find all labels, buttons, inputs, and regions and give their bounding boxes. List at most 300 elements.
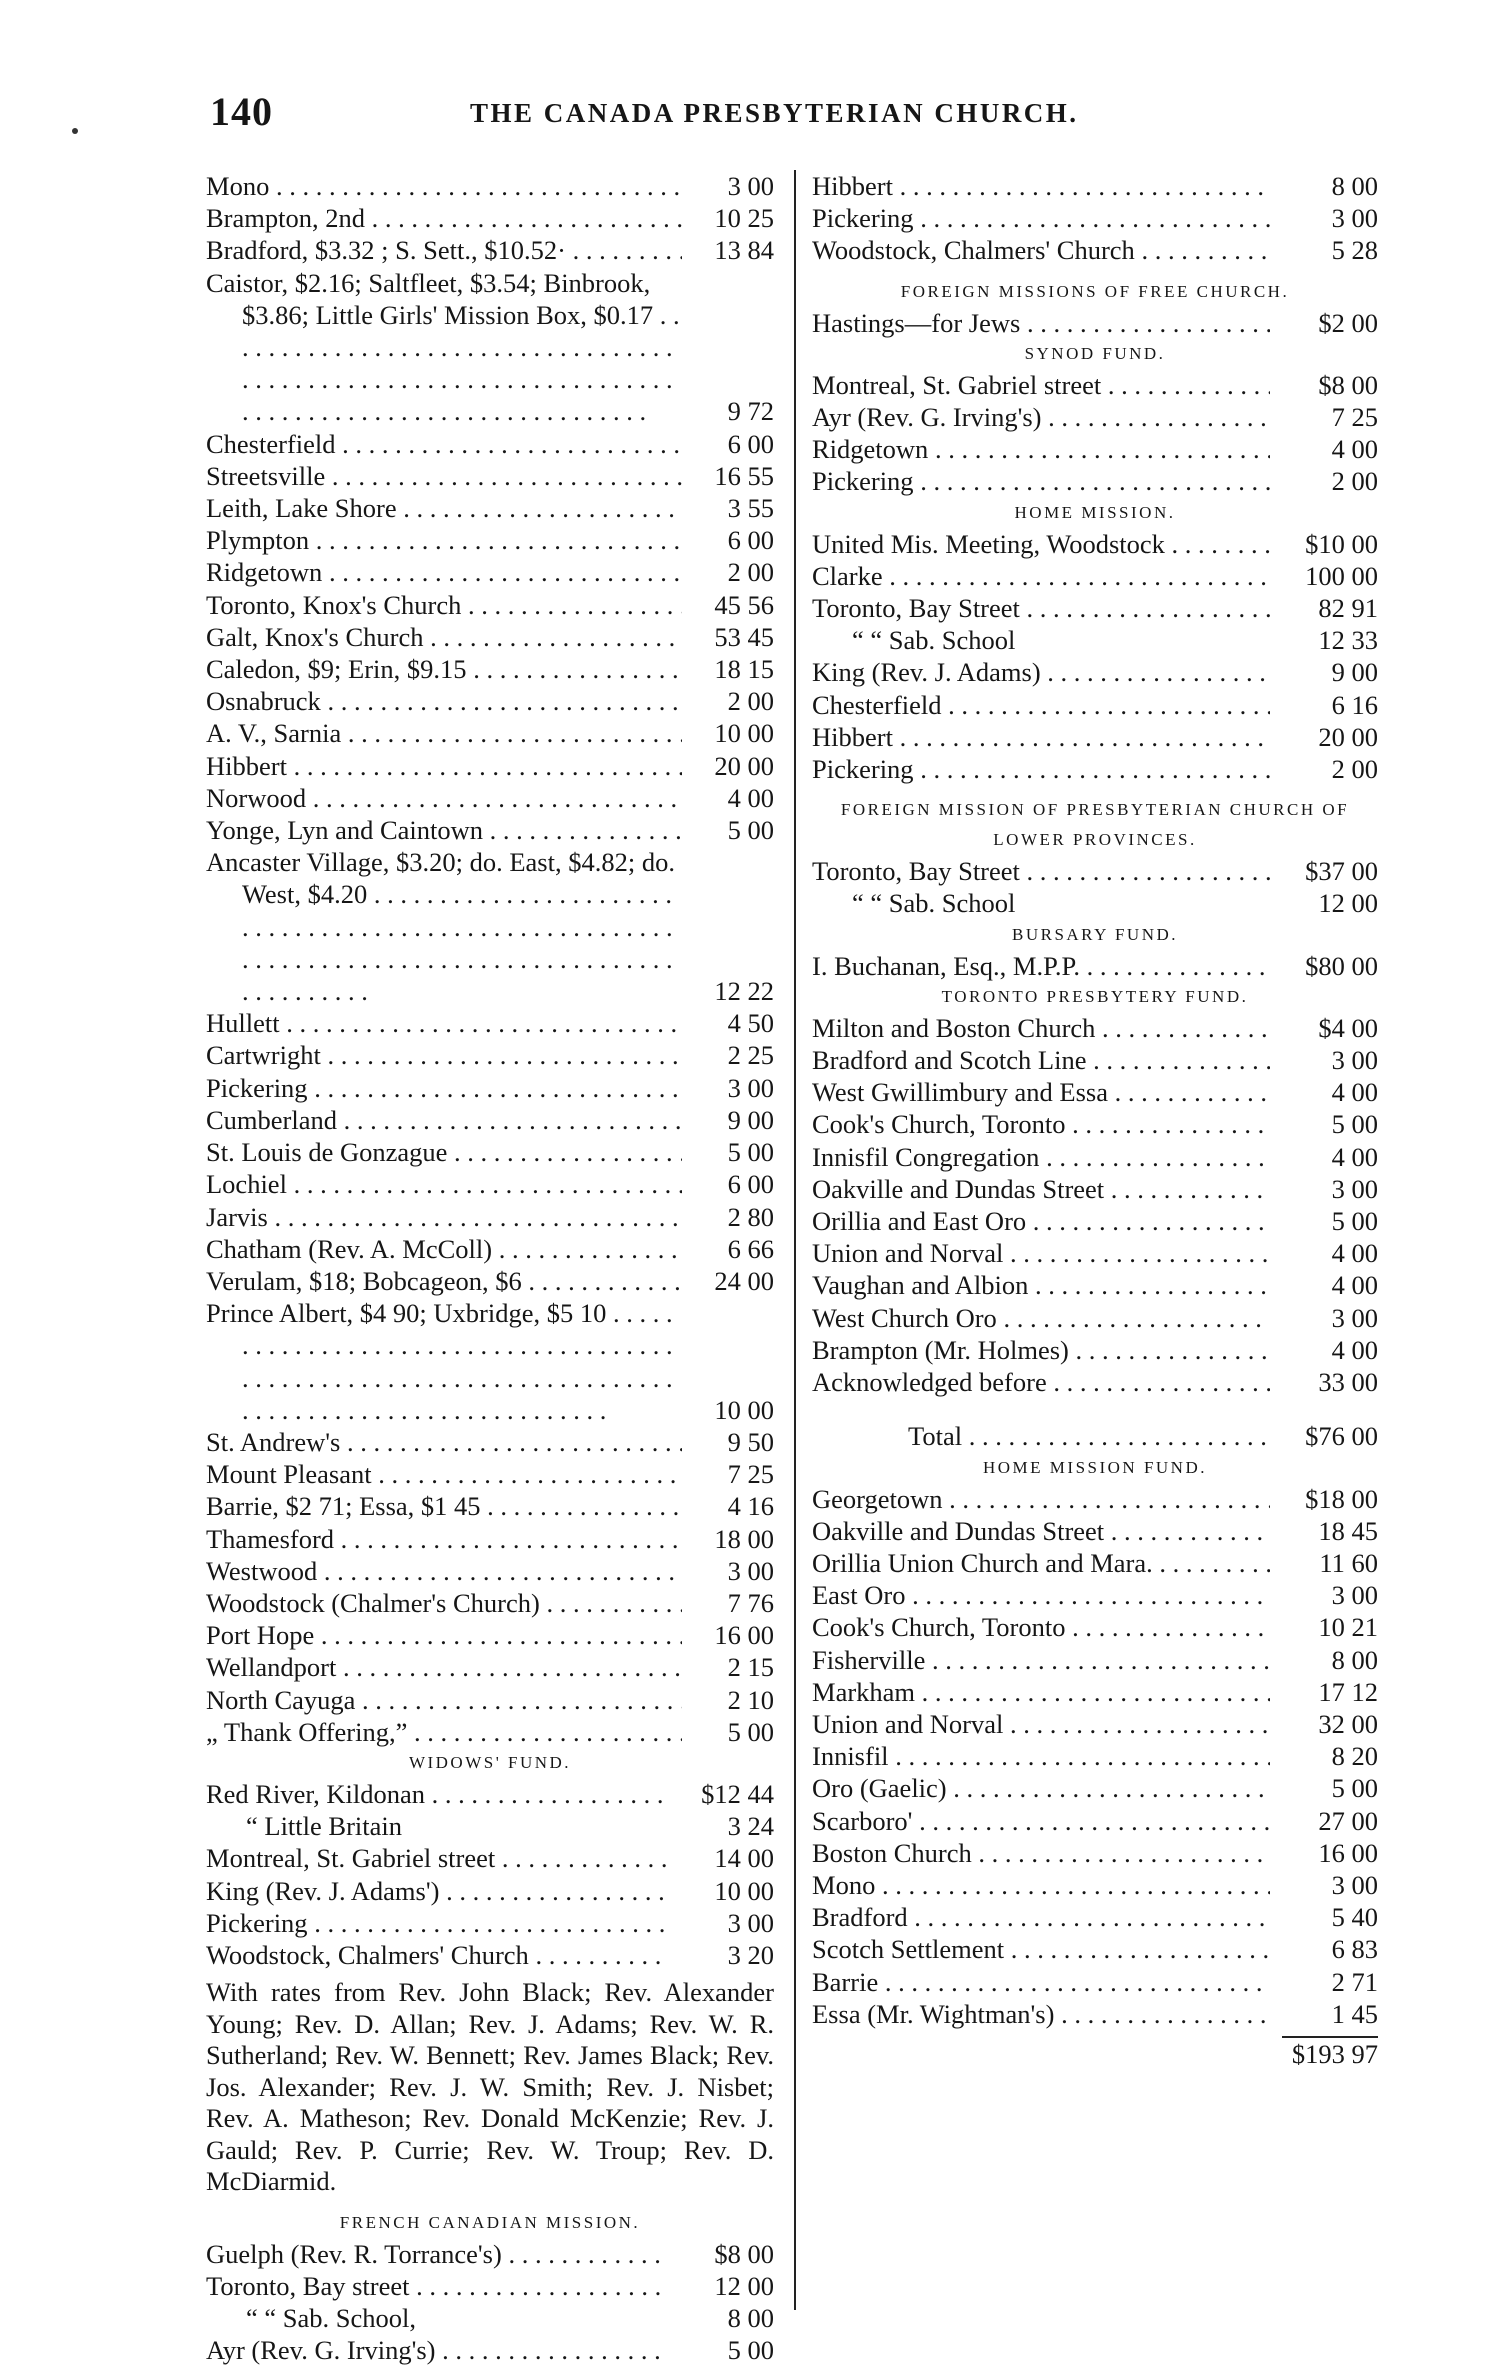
entry-row: [812, 202, 1378, 234]
entry-amount: 6 66: [727, 1233, 774, 1264]
entry-amount: 6 00: [727, 428, 774, 459]
entry-amount: 5 00: [727, 815, 774, 846]
entry-amount: 14 00: [714, 1843, 774, 1874]
entry-amount: 2 10: [727, 1684, 774, 1715]
entry-amount: 18 00: [714, 1523, 774, 1554]
right-top-list: [812, 170, 1378, 267]
toronto-total-label: Total . . .: [812, 1420, 1270, 1452]
entry-name: Toronto, Bay Street . . .: [812, 592, 1270, 624]
entry-name: St. Andrew's . . .: [206, 1426, 682, 1458]
entry-name: Innisfil . . .: [812, 1740, 1270, 1772]
entry-name: Bradford . . .: [812, 1901, 1270, 1933]
entry-name: Pickering . . .: [206, 1907, 666, 1939]
widows-fund-list: [206, 1778, 774, 1971]
entry-name: Wellandport . . .: [206, 1651, 682, 1683]
entry-amount: 4 00: [1331, 1238, 1378, 1269]
entry-name: Barrie . . .: [812, 1966, 1270, 1998]
entry-row: [206, 1684, 774, 1716]
entry-amount: 17 12: [1318, 1676, 1378, 1707]
entry-amount: 4 00: [727, 782, 774, 813]
entry-name: Woodstock, Chalmers' Church . . .: [812, 234, 1270, 266]
entry-name: Chatham (Rev. A. McColl) . . .: [206, 1233, 682, 1265]
entry-row: [206, 1778, 774, 1810]
entry-name: Norwood . . .: [206, 782, 682, 814]
entry-name: Osnabruck . . .: [206, 685, 682, 717]
entry-amount: $12 44: [701, 1778, 774, 1809]
entry-row: [812, 1173, 1378, 1205]
entry-name: Acknowledged before . . .: [812, 1366, 1270, 1398]
entry-name: Boston Church . . .: [812, 1837, 1270, 1869]
entry-row: [206, 1555, 774, 1587]
entry-name: Oakville and Dundas Street . . .: [812, 1515, 1270, 1547]
entry-amount: 5 00: [1331, 1206, 1378, 1237]
entry-row: [812, 1708, 1378, 1740]
entry-amount: 3 00: [727, 171, 774, 201]
entry-name: St. Louis de Gonzague . . .: [206, 1136, 682, 1168]
entry-amount: $37 00: [1305, 856, 1378, 887]
running-title: THE CANADA PRESBYTERIAN CHURCH.: [470, 98, 1079, 128]
entry-name: Galt, Knox's Church . . .: [206, 621, 682, 653]
entry-row: [206, 1523, 774, 1555]
entry-amount: 16 55: [714, 460, 774, 491]
entry-row: [812, 1076, 1378, 1108]
entry-name: Ayr (Rev. G. Irving's) . . .: [206, 2334, 666, 2366]
entry-row: [206, 1587, 774, 1619]
entry-name: Caledon, $9; Erin, $9.15 . . .: [206, 653, 682, 685]
entry-amount: 20 00: [714, 750, 774, 781]
entry-name: Chesterfield . . .: [812, 689, 1270, 721]
entry-amount: 3 00: [727, 1555, 774, 1586]
entry-name: Toronto, Bay Street . . .: [812, 855, 1270, 887]
entry-name: Essa (Mr. Wightman's) . . .: [812, 1998, 1270, 2030]
entry-row: [812, 1108, 1378, 1140]
entry-amount: 7 25: [727, 1459, 774, 1490]
entry-name: Fisherville . . .: [812, 1644, 1270, 1676]
entry-amount: $2 00: [1318, 307, 1378, 338]
entry-row: [812, 887, 1378, 919]
entry-row: [206, 460, 774, 492]
entry-row: [206, 556, 774, 588]
entry-row: [812, 1012, 1378, 1044]
entry-amount: $80 00: [1305, 950, 1378, 981]
entry-row: [812, 1515, 1378, 1547]
entry-name: Georgetown . . .: [812, 1483, 1270, 1515]
entry-row: [206, 717, 774, 749]
entry-row: [812, 753, 1378, 785]
entry-amount: 6 83: [1331, 1934, 1378, 1965]
entry-name: Leith, Lake Shore . . .: [206, 492, 682, 524]
entry-row: [812, 1966, 1378, 1998]
entry-name: Cook's Church, Toronto . . .: [812, 1108, 1270, 1140]
entry-amount: 4 00: [1331, 1334, 1378, 1365]
entry-name: Scarboro' . . .: [812, 1805, 1270, 1837]
entry-amount: 10 00: [714, 718, 774, 749]
entry-name: Hibbert . . .: [812, 170, 1270, 202]
entry-amount: 2 80: [727, 1201, 774, 1232]
entry-name: Hibbert . . .: [812, 721, 1270, 753]
entry-row: [206, 1810, 774, 1842]
bursary-fund-heading: BURSARY FUND.: [1011, 924, 1179, 944]
widows-fund-heading: WIDOWS' FUND.: [408, 1752, 572, 1772]
entry-name: Hastings—for Jews . . .: [812, 307, 1270, 339]
entry-amount: 5 28: [1331, 235, 1378, 266]
entry-amount: 32 00: [1318, 1708, 1378, 1739]
entry-amount: $10 00: [1305, 528, 1378, 559]
entry-row: [812, 624, 1378, 656]
entry-amount: 53 45: [714, 621, 774, 652]
entry-name: Innisfil Congregation . . .: [812, 1141, 1270, 1173]
entry-name: Yonge, Lyn and Caintown . . .: [206, 814, 682, 846]
entry-name: Ridgetown . . .: [206, 556, 682, 588]
entry-amount: 6 16: [1331, 689, 1378, 720]
entry-name: Brampton (Mr. Holmes) . . .: [812, 1334, 1270, 1366]
entry-row: [206, 2334, 774, 2366]
left-top-list: [206, 170, 774, 1748]
entry-row: [812, 1205, 1378, 1237]
entry-row: [206, 846, 774, 1007]
entry-amount: 8 00: [727, 2303, 774, 2334]
entry-amount: 4 00: [1331, 1141, 1378, 1172]
entry-amount: 12 00: [714, 2270, 774, 2301]
entry-amount: 2 25: [727, 1040, 774, 1071]
entry-row: [812, 656, 1378, 688]
entry-name: Ancaster Village, $3.20; do. East, $4.82; do. West, $4.20 . . .: [206, 846, 682, 1007]
entry-row: [206, 1651, 774, 1683]
entry-amount: 2 15: [727, 1652, 774, 1683]
entry-name: West Gwillimbury and Essa . . .: [812, 1076, 1270, 1108]
entry-name: Verulam, $18; Bobcageon, $6 . . .: [206, 1265, 682, 1297]
entry-amount: 3 00: [1331, 1173, 1378, 1204]
entry-name: United Mis. Meeting, Woodstock . . .: [812, 528, 1270, 560]
entry-row: [206, 1265, 774, 1297]
entry-amount: 100 00: [1305, 560, 1378, 591]
entry-amount: $8 00: [1318, 369, 1378, 400]
entry-name: Caistor, $2.16; Saltfleet, $3.54; Binbrook, $3.86; Little Girls' Mission Box, $0.17 . . .: [206, 267, 682, 428]
entry-amount: 5 00: [727, 1716, 774, 1747]
entry-amount: 2 00: [727, 686, 774, 717]
entry-name: Toronto, Bay street . . .: [206, 2270, 666, 2302]
entry-name: Toronto, Knox's Church . . .: [206, 589, 682, 621]
entry-name: I. Buchanan, Esq., M.P.P. . . .: [812, 950, 1270, 982]
french-canadian-mission-heading: FRENCH CANADIAN MISSION.: [339, 2212, 641, 2232]
entry-row: [206, 653, 774, 685]
entry-row: [206, 1426, 774, 1458]
lower-provinces-heading: FOREIGN MISSION OF PRESBYTERIAN CHURCH OF LOWER PROVINCES.: [840, 800, 1350, 850]
entry-name: Union and Norval . . .: [812, 1237, 1270, 1269]
entry-name: West Church Oro . . .: [812, 1302, 1270, 1334]
entry-row: [206, 685, 774, 717]
entry-row: [206, 814, 774, 846]
entry-amount: 9 72: [727, 396, 774, 427]
entry-amount: 10 21: [1318, 1612, 1378, 1643]
toronto-total-row: [812, 1420, 1378, 1452]
entry-row: [812, 401, 1378, 433]
entry-row: [812, 170, 1378, 202]
entry-amount: 2 00: [727, 557, 774, 588]
home-fund-total-row: [812, 2038, 1378, 2070]
entry-row: [812, 592, 1378, 624]
entry-amount: 3 00: [727, 1072, 774, 1103]
entry-amount: 27 00: [1318, 1805, 1378, 1836]
entry-amount: 1 45: [1331, 1998, 1378, 2029]
home-mission-list: [812, 528, 1378, 786]
entry-name: Port Hope . . .: [206, 1619, 682, 1651]
entry-row: [206, 170, 774, 202]
entry-row: [812, 1141, 1378, 1173]
entry-amount: 3 20: [727, 1939, 774, 1970]
entry-amount: 4 16: [727, 1491, 774, 1522]
entry-amount: 82 91: [1318, 593, 1378, 624]
entry-row: [812, 1366, 1378, 1398]
entry-row: [812, 1998, 1378, 2030]
entry-name: Oro (Gaelic) . . .: [812, 1772, 1270, 1804]
entry-name: Cook's Church, Toronto . . .: [812, 1611, 1270, 1643]
entry-row: [812, 1579, 1378, 1611]
entry-amount: 8 20: [1331, 1741, 1378, 1772]
entry-name: Mono . . .: [206, 170, 682, 202]
entry-amount: 8 00: [1331, 1644, 1378, 1675]
entry-row: [206, 1201, 774, 1233]
entry-row: [206, 1039, 774, 1071]
entry-row: [206, 621, 774, 653]
entry-name: Ridgetown . . .: [812, 433, 1270, 465]
entry-row: [206, 428, 774, 460]
entry-row: [812, 950, 1378, 982]
home-mission-fund-heading: HOME MISSION FUND.: [983, 1457, 1207, 1477]
entry-name: Prince Albert, $4 90; Uxbridge, $5 10 . . .: [206, 1297, 682, 1426]
entry-amount: 24 00: [714, 1265, 774, 1296]
entry-row: [206, 267, 774, 428]
entry-row: [206, 2270, 774, 2302]
entry-row: [812, 855, 1378, 887]
entry-row: [206, 524, 774, 556]
entry-amount: 16 00: [714, 1620, 774, 1651]
entry-row: [206, 2238, 774, 2270]
entry-name: Montreal, St. Gabriel street . . .: [812, 369, 1270, 401]
entry-name: Barrie, $2 71; Essa, $1 45 . . .: [206, 1490, 682, 1522]
entry-amount: 3 55: [727, 493, 774, 524]
entry-row: [206, 589, 774, 621]
entry-name: Union and Norval . . .: [812, 1708, 1270, 1740]
entry-row: [206, 1907, 774, 1939]
entry-name: Cumberland . . .: [206, 1104, 682, 1136]
entry-row: [206, 1842, 774, 1874]
entry-amount: 4 50: [727, 1008, 774, 1039]
entry-row: [206, 1072, 774, 1104]
entry-name: Mount Pleasant . . .: [206, 1458, 682, 1490]
entry-row: [812, 689, 1378, 721]
entry-name: Oakville and Dundas Street . . .: [812, 1173, 1270, 1205]
entry-name: Orillia and East Oro . . .: [812, 1205, 1270, 1237]
entry-row: [206, 1458, 774, 1490]
home-mission-fund-list: [812, 1483, 1378, 2030]
entry-row: [812, 1269, 1378, 1301]
entry-name: Hibbert . . .: [206, 750, 682, 782]
entry-row: [206, 750, 774, 782]
entry-amount: 10 25: [714, 203, 774, 234]
entry-row: [812, 1772, 1378, 1804]
entry-amount: 18 15: [714, 654, 774, 685]
entry-name: Orillia Union Church and Mara. . . .: [812, 1547, 1270, 1579]
entry-amount: 3 00: [727, 1907, 774, 1938]
entry-amount: 13 84: [714, 235, 774, 266]
entry-amount: 3 00: [1331, 1869, 1378, 1900]
entry-amount: 2 00: [1331, 466, 1378, 497]
entry-row: [812, 1302, 1378, 1334]
toronto-total-amount: $76 00: [1305, 1421, 1378, 1452]
entry-amount: 9 00: [1331, 657, 1378, 688]
entry-row: [812, 1869, 1378, 1901]
entry-row: [812, 307, 1378, 339]
entry-name: Milton and Boston Church . . .: [812, 1012, 1270, 1044]
entry-row: [206, 1875, 774, 1907]
entry-name: King (Rev. J. Adams') . . .: [206, 1875, 666, 1907]
entry-name: Bradford and Scotch Line . . .: [812, 1044, 1270, 1076]
entry-amount: 10 00: [714, 1394, 774, 1425]
synod-fund-heading: SYNOD FUND.: [1024, 343, 1166, 363]
entry-row: [812, 1334, 1378, 1366]
entry-amount: 5 40: [1331, 1902, 1378, 1933]
entry-name: Westwood . . .: [206, 1555, 682, 1587]
entry-row: [812, 1837, 1378, 1869]
bursary-fund-list: [812, 950, 1378, 982]
entry-name: North Cayuga . . .: [206, 1684, 682, 1716]
entry-row: [812, 1676, 1378, 1708]
entry-name: „ Thank Offering,” . . .: [206, 1716, 682, 1748]
entry-amount: 8 00: [1331, 171, 1378, 201]
entry-amount: 3 00: [1331, 203, 1378, 234]
entry-amount: $18 00: [1305, 1483, 1378, 1514]
entry-amount: 5 00: [727, 1137, 774, 1168]
toronto-presbytery-fund-list: [812, 1012, 1378, 1398]
entry-amount: 6 00: [727, 525, 774, 556]
entry-amount: 33 00: [1318, 1367, 1378, 1398]
entry-row: [206, 1939, 774, 1971]
entry-amount: 9 00: [727, 1104, 774, 1135]
stray-ink-dot: [72, 128, 78, 134]
entry-row: [206, 1168, 774, 1200]
entry-name: “ “ Sab. School: [852, 625, 1016, 656]
entry-row: [812, 528, 1378, 560]
entry-name: Markham . . .: [812, 1676, 1270, 1708]
entry-name: Woodstock, Chalmers' Church . . .: [206, 1939, 666, 1971]
entry-name: Ayr (Rev. G. Irving's) . . .: [812, 401, 1270, 433]
right-column: [812, 170, 1378, 2070]
entry-amount: 3 00: [1331, 1045, 1378, 1076]
entry-amount: 5 00: [727, 2335, 774, 2366]
entry-name: Hullett . . .: [206, 1007, 682, 1039]
entry-row: [812, 234, 1378, 266]
lower-provinces-list: [812, 855, 1378, 919]
entry-row: [206, 1716, 774, 1748]
entry-name: “ Little Britain: [246, 1811, 403, 1842]
entry-name: Montreal, St. Gabriel street . . .: [206, 1842, 666, 1874]
entry-amount: 3 00: [1331, 1580, 1378, 1611]
entry-row: [206, 1136, 774, 1168]
entry-name: Streetsville . . .: [206, 460, 682, 492]
entry-name: Guelph (Rev. R. Torrance's) . . .: [206, 2238, 666, 2270]
free-church-list: [812, 307, 1378, 339]
entry-row: [812, 1547, 1378, 1579]
entry-name: East Oro . . .: [812, 1579, 1270, 1611]
entry-amount: 18 45: [1318, 1515, 1378, 1546]
foreign-missions-free-church-heading: FOREIGN MISSIONS OF FREE CHURCH.: [900, 281, 1290, 301]
entry-amount: 12 00: [1318, 888, 1378, 919]
entry-amount: 4 00: [1331, 1077, 1378, 1108]
entry-name: Brampton, 2nd . . .: [206, 202, 682, 234]
entry-row: [812, 465, 1378, 497]
home-fund-total-amount: $193 97: [1291, 2038, 1378, 2069]
entry-amount: 10 00: [714, 1875, 774, 1906]
entry-amount: 12 22: [714, 976, 774, 1007]
entry-row: [812, 1483, 1378, 1515]
rates-paragraph: With rates from Rev. John Black; Rev. Alexander Young; Rev. D. Allan; Rev. J. Adams; Rev. W. R. Sutherland; Rev. W. Bennett; Rev. James Black; Rev. Jos. Alexander; Rev. J. W. Smith; Rev. J. Nisbet; Rev. A. Matheson; Rev. Donald McKenzie; Rev. J. Gauld; Rev. P. Currie; Rev. W. Troup; Rev. D. McDiarmid.: [206, 1977, 774, 2197]
entry-row: [206, 2302, 774, 2334]
entry-row: [812, 721, 1378, 753]
entry-name: “ “ Sab. School: [852, 888, 1016, 919]
entry-name: Lochiel . . .: [206, 1168, 682, 1200]
entry-row: [812, 1740, 1378, 1772]
entry-name: Clarke . . .: [812, 560, 1270, 592]
entry-name: Red River, Kildonan . . .: [206, 1778, 666, 1810]
toronto-presbytery-fund-heading: TORONTO PRESBYTERY FUND.: [941, 986, 1249, 1006]
entry-name: Chesterfield . . .: [206, 428, 682, 460]
entry-amount: 2 71: [1331, 1966, 1378, 1997]
entry-name: King (Rev. J. Adams) . . .: [812, 656, 1270, 688]
entry-amount: 9 50: [727, 1426, 774, 1457]
entry-row: [206, 1297, 774, 1426]
entry-row: [206, 782, 774, 814]
entry-amount: 7 76: [727, 1587, 774, 1618]
entry-amount: 2 00: [1331, 754, 1378, 785]
entry-name: Woodstock (Chalmer's Church) . . .: [206, 1587, 682, 1619]
entry-amount: $4 00: [1318, 1012, 1378, 1043]
entry-row: [812, 1805, 1378, 1837]
entry-amount: 4 00: [1331, 434, 1378, 465]
entry-row: [206, 492, 774, 524]
entry-name: Scotch Settlement . . .: [812, 1933, 1270, 1965]
entry-row: [206, 1619, 774, 1651]
entry-name: Plympton . . .: [206, 524, 682, 556]
entry-row: [206, 234, 774, 266]
entry-row: [206, 1104, 774, 1136]
entry-name: Mono . . .: [812, 1869, 1270, 1901]
entry-row: [812, 1933, 1378, 1965]
entry-row: [206, 1490, 774, 1522]
entry-amount: 12 33: [1318, 625, 1378, 656]
entry-row: [206, 1007, 774, 1039]
entry-amount: 3 00: [1331, 1302, 1378, 1333]
entry-name: Pickering . . .: [812, 465, 1270, 497]
entry-row: [812, 1044, 1378, 1076]
entry-amount: 5 00: [1331, 1109, 1378, 1140]
entry-name: Vaughan and Albion . . .: [812, 1269, 1270, 1301]
entry-row: [812, 433, 1378, 465]
entry-name: Thamesford . . .: [206, 1523, 682, 1555]
entry-name: Pickering . . .: [812, 753, 1270, 785]
entry-amount: 5 00: [1331, 1773, 1378, 1804]
entry-name: Jarvis . . .: [206, 1201, 682, 1233]
entry-amount: $8 00: [714, 2238, 774, 2269]
entry-amount: 45 56: [714, 589, 774, 620]
entry-amount: 7 25: [1331, 402, 1378, 433]
entry-amount: 4 00: [1331, 1270, 1378, 1301]
entry-name: Cartwright . . .: [206, 1039, 682, 1071]
entry-amount: 11 60: [1319, 1547, 1378, 1578]
entry-row: [812, 1644, 1378, 1676]
home-mission-heading: HOME MISSION.: [1014, 502, 1176, 522]
entry-amount: 20 00: [1318, 721, 1378, 752]
